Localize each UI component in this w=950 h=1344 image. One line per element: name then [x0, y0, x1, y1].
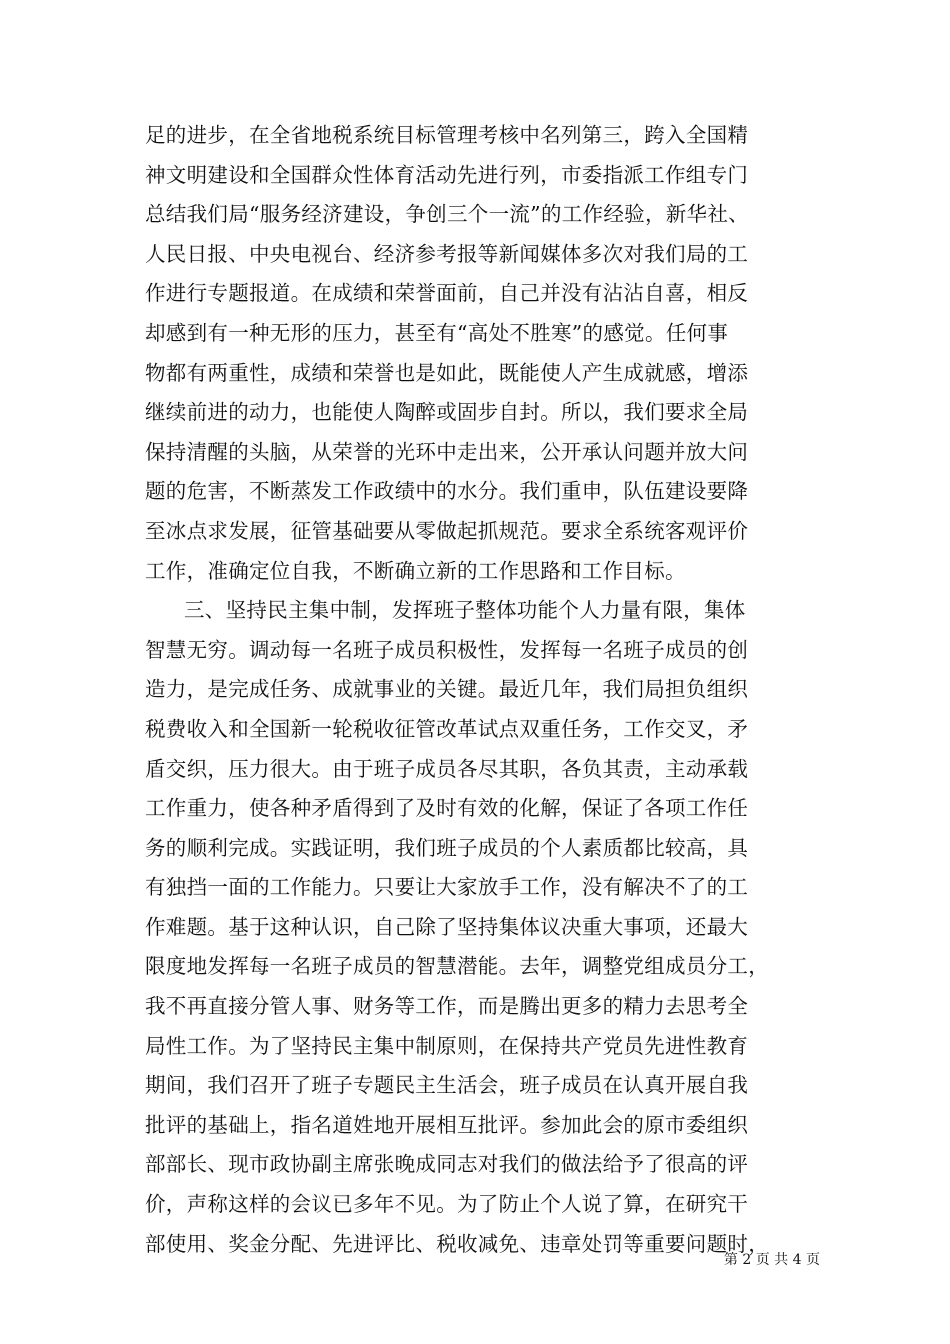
text-line: 造力，是完成任务、成就事业的关键。最近几年，我们局担负组织	[145, 677, 749, 702]
text-line: 作难题。基于这种认识，自己除了坚持集体议决重大事项，还最大	[145, 914, 749, 939]
text-line: 我不再直接分管人事、财务等工作，而是腾出更多的精力去思考全	[145, 994, 749, 1019]
section-heading-line: 三、坚持民主集中制，发挥班子整体功能个人力量有限，集体	[184, 598, 746, 623]
text-line: 盾交织，压力很大。由于班子成员各尽其职，各负其责，主动承载	[145, 756, 749, 781]
text-line: 工作，准确定位自我，不断确立新的工作思路和工作目标。	[145, 558, 686, 583]
text-line: 价，声称这样的会议已多年不见。为了防止个人说了算，在研究干	[145, 1192, 749, 1217]
text-line: 作进行专题报道。在成绩和荣誉面前，自己并没有沾沾自喜，相反	[145, 281, 749, 306]
body-text	[145, 116, 825, 1264]
text-line: 继续前进的动力，也能使人陶醉或固步自封。所以，我们要求全局	[145, 400, 749, 425]
text-line: 期间，我们召开了班子专题民主生活会，班子成员在认真开展自我	[145, 1073, 749, 1098]
text-line: 限度地发挥每一名班子成员的智慧潜能。去年，调整党组成员分工，	[145, 954, 769, 979]
text-line: 智慧无穷。调动每一名班子成员积极性，发挥每一名班子成员的创	[145, 637, 749, 662]
text-line: 保持清醒的头脑，从荣誉的光环中走出来，公开承认问题并放大问	[145, 439, 749, 464]
text-line: 人民日报、中央电视台、经济参考报等新闻媒体多次对我们局的工	[145, 241, 749, 266]
text-line: 却感到有一种无形的压力，甚至有“高处不胜寒”的感觉。任何事	[145, 320, 729, 345]
text-line: 有独挡一面的工作能力。只要让大家放手工作，没有解决不了的工	[145, 875, 749, 900]
text-line: 税费收入和全国新一轮税收征管改革试点双重任务，工作交叉，矛	[145, 716, 749, 741]
text-line: 批评的基础上，指名道姓地开展相互批评。参加此会的原市委组织	[145, 1112, 749, 1137]
text-line: 务的顺利完成。实践证明，我们班子成员的个人素质都比较高，具	[145, 835, 749, 860]
text-line: 局性工作。为了坚持民主集中制原则，在保持共产党员先进性教育	[145, 1033, 749, 1058]
text-line: 部使用、奖金分配、先进评比、税收减免、违章处罚等重要问题时，	[145, 1231, 769, 1256]
text-line: 神文明建设和全国群众性体育活动先进行列，市委指派工作组专门	[145, 162, 749, 187]
text-line: 足的进步，在全省地税系统目标管理考核中名列第三，跨入全国精	[145, 123, 749, 147]
text-line: 总结我们局“服务经济建设，争创三个一流”的工作经验，新华社、	[145, 202, 749, 227]
text-line: 部部长、现市政协副主席张晚成同志对我们的做法给予了很高的评	[145, 1152, 749, 1177]
page-number-footer: 第 2 页 共 4 页	[723, 1252, 820, 1268]
text-line: 题的危害，不断蒸发工作政绩中的水分。我们重申，队伍建设要降	[145, 479, 749, 504]
text-line: 物都有两重性，成绩和荣誉也是如此，既能使人产生成就感，增添	[145, 360, 749, 385]
text-line: 工作重力，使各种矛盾得到了及时有效的化解，保证了各项工作任	[145, 796, 749, 821]
text-line: 至冰点求发展，征管基础要从零做起抓规范。要求全系统客观评价	[145, 518, 749, 543]
